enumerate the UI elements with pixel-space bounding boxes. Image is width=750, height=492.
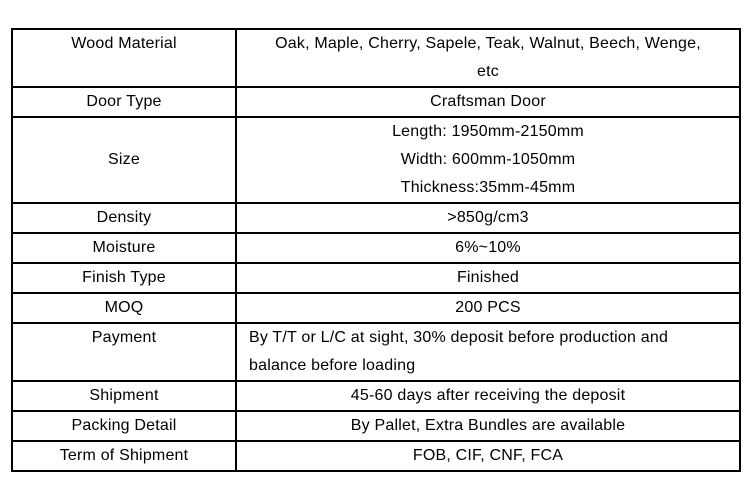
- table-row-size: [12, 117, 740, 203]
- row-label-size: Size: [12, 117, 236, 203]
- row-value-density: >850g/cm3: [236, 203, 740, 233]
- row-label-payment: Payment: [12, 323, 236, 381]
- value-line: Width: 600mm-1050mm: [400, 151, 576, 168]
- table-row-door-type: [12, 87, 740, 117]
- row-value-wood-material: [236, 29, 740, 87]
- table-row-wood-material: [12, 29, 740, 87]
- table-row-finish-type: [12, 263, 740, 293]
- row-label-term-of-shipment: Term of Shipment: [12, 441, 236, 471]
- row-label-density: Density: [12, 203, 236, 233]
- row-value-packing-detail: By Pallet, Extra Bundles are available: [236, 411, 740, 441]
- row-label-packing-detail: Packing Detail: [12, 411, 236, 441]
- table-row-shipment: [12, 381, 740, 411]
- table-row-packing-detail: [12, 411, 740, 441]
- table-row-term-of-shipment: [12, 441, 740, 471]
- table-row-moisture: [12, 233, 740, 263]
- product-spec-table: [11, 28, 741, 472]
- row-value-payment: [236, 323, 740, 381]
- value-line: etc: [477, 63, 499, 80]
- value-line: Thickness:35mm-45mm: [400, 179, 576, 196]
- table-row-moq: [12, 293, 740, 323]
- row-value-term-of-shipment: FOB, CIF, CNF, FCA: [236, 441, 740, 471]
- value-line: Length: 1950mm-2150mm: [392, 123, 584, 140]
- row-label-wood-material: Wood Material: [12, 29, 236, 87]
- row-value-shipment: 45-60 days after receiving the deposit: [236, 381, 740, 411]
- row-value-size: [236, 117, 740, 203]
- row-value-moq: 200 PCS: [236, 293, 740, 323]
- row-label-door-type: Door Type: [12, 87, 236, 117]
- table-row-density: [12, 203, 740, 233]
- table-row-payment: [12, 323, 740, 381]
- value-line: balance before loading: [249, 357, 416, 374]
- row-value-moisture: 6%~10%: [236, 233, 740, 263]
- value-line: Oak, Maple, Cherry, Sapele, Teak, Walnut, Beech, Wenge,: [275, 35, 701, 52]
- value-line: By T/T or L/C at sight, 30% deposit before production and: [249, 329, 669, 346]
- row-value-door-type: Craftsman Door: [236, 87, 740, 117]
- row-label-finish-type: Finish Type: [12, 263, 236, 293]
- row-value-finish-type: Finished: [236, 263, 740, 293]
- row-label-moisture: Moisture: [12, 233, 236, 263]
- row-label-shipment: Shipment: [12, 381, 236, 411]
- row-label-moq: MOQ: [12, 293, 236, 323]
